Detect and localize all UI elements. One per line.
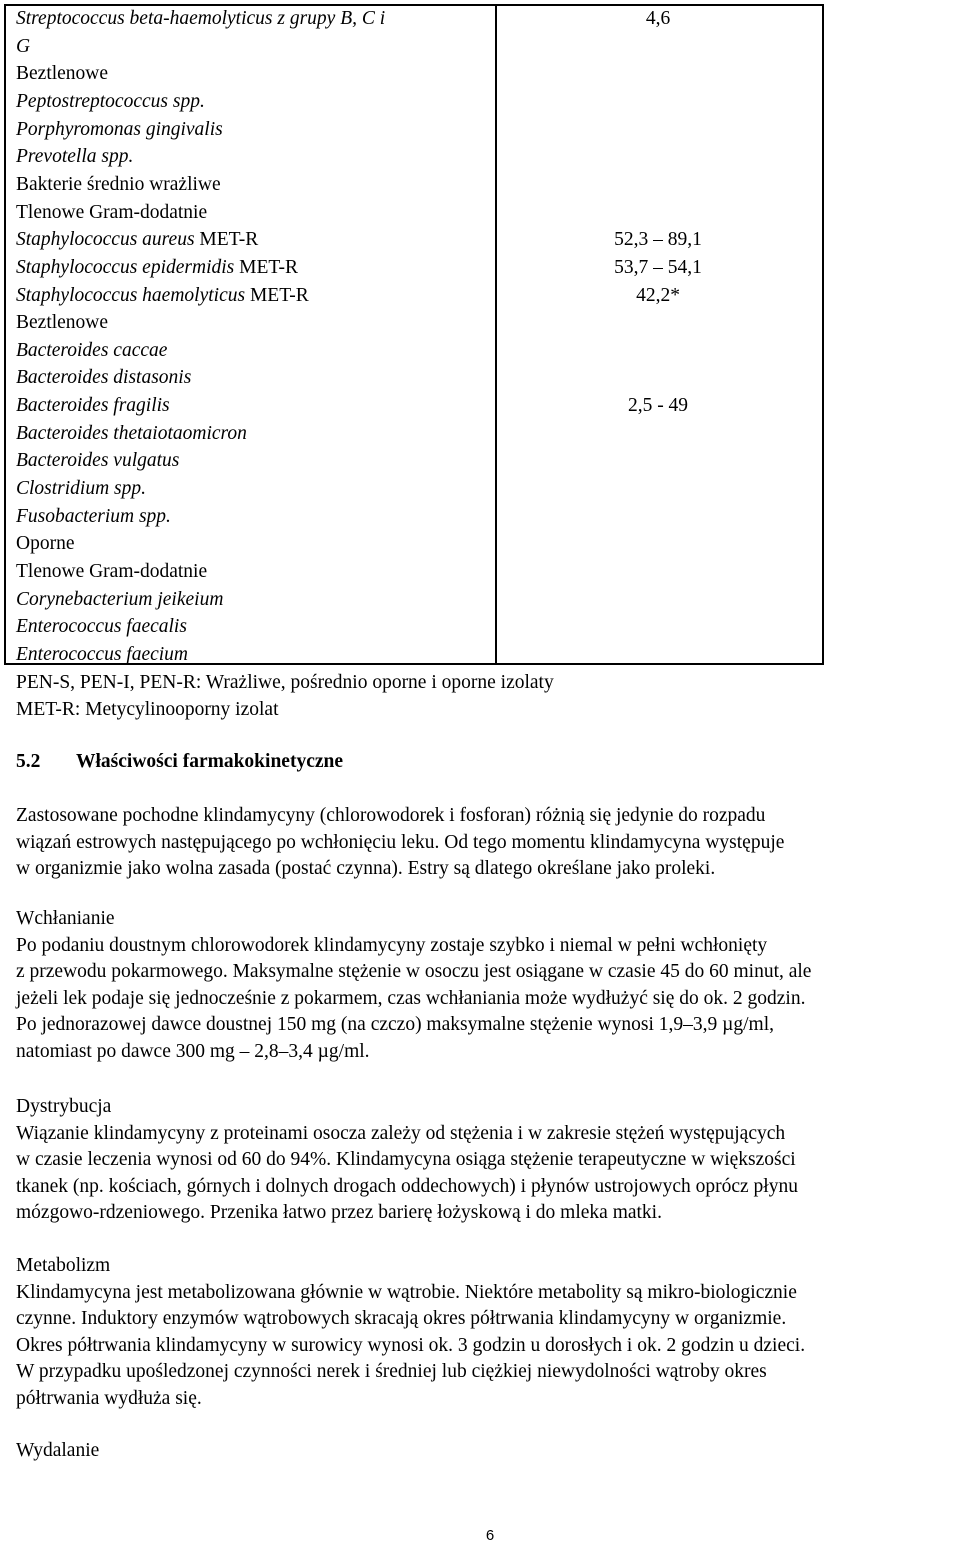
organism-name: Bacteroides vulgatus [16,450,180,471]
organism-qualifier: MET-R [245,285,309,306]
organism-name: Clostridium spp. [16,478,147,499]
organism-name: Staphylococcus aureus [16,229,195,250]
paragraph-line: półtrwania wydłuża się. [16,1388,202,1409]
mic-value: 4,6 [645,8,671,29]
table-row [16,313,108,333]
organism-name: Corynebacterium jeikeium [16,589,224,610]
table-row [16,37,30,57]
paragraph-line: wiązań estrowych następującego po wchłonięciu leku. Od tego momentu klindamycyna występuje [16,832,785,853]
subsection-heading: Wydalanie [16,1440,100,1461]
organism-qualifier: MET-R [234,257,298,278]
table-row [16,203,207,223]
footnote-pen: PEN-S, PEN-I, PEN-R: Wrażliwe, pośrednio oporne i oporne izolaty [16,672,554,693]
organism-name: Bacteroides caccae [16,340,168,361]
mic-value: 2,5 - 49 [627,395,689,416]
section-title: Właściwości farmakokinetyczne [76,751,344,772]
subsection-heading: Metabolizm [16,1255,111,1276]
organism-name: Enterococcus faecalis [16,616,187,637]
subsection-heading: Wchłanianie [16,908,115,929]
organism-qualifier: Bakterie średnio wrażliwe [16,174,221,195]
section-number: 5.2 [16,751,41,772]
table-row [16,120,223,140]
subsection-heading: Dystrybucja [16,1096,112,1117]
organism-name: Enterococcus faecium [16,644,189,665]
mic-value: 52,3 – 89,1 [614,229,702,250]
paragraph-line: jeżeli lek podaje się jednocześnie z pokarmem, czas wchłaniania może wydłużyć się do ok. 2 godzin. [16,988,806,1009]
table-row [16,175,221,195]
organism-name: Staphylococcus haemolyticus [16,285,246,306]
page-number: 6 [485,1527,495,1544]
paragraph-line: czynne. Induktory enzymów wątrobowych skracają okres półtrwania klindamycyny w organizmie. [16,1308,787,1329]
table-row [16,92,205,112]
organism-name: Bacteroides thetaiotaomicron [16,423,247,444]
table-row [16,645,188,665]
table-row [16,590,223,610]
paragraph-line: W przypadku upośledzonej czynności nerek i średniej lub ciężkiej niewydolności wątroby okres [16,1361,767,1382]
table-row [16,617,187,637]
organism-name: Prevotella spp. [16,146,134,167]
organism-qualifier: Beztlenowe [16,63,109,84]
table-row [16,147,133,167]
paragraph-line: tkanek (np. kościach, górnych i dolnych drogach oddechowych) i płynów ustrojowych oprócz płynu [16,1176,798,1197]
table-row [16,479,146,499]
paragraph-line: w czasie leczenia wynosi od 60 do 94%. Klindamycyna osiąga stężenie terapeutyczne w większości [16,1149,796,1170]
organism-qualifier: Tlenowe Gram-dodatnie [16,202,208,223]
paragraph-line: w organizmie jako wolna zasada (postać czynna). Estry są dlatego określane jako proleki. [16,858,716,879]
mic-value: 42,2* [636,285,680,306]
organism-name: G [16,36,31,57]
paragraph-line: Po jednorazowej dawce doustnej 150 mg (na czczo) maksymalne stężenie wynosi 1,9–3,9 µg/ml, [16,1014,774,1035]
paragraph-line: Klindamycyna jest metabolizowana głównie w wątrobie. Niektóre metabolity są mikro-biologicznie [16,1282,797,1303]
organism-name: Bacteroides fragilis [16,395,170,416]
organism-qualifier: Beztlenowe [16,312,109,333]
footnote-met: MET-R: Metycylinooporny izolat [16,699,279,720]
organism-name: Staphylococcus epidermidis [16,257,235,278]
table-row [16,507,171,527]
paragraph-line: Okres półtrwania klindamycyny w surowicy wynosi ok. 3 godzin u dorosłych i ok. 2 godzin u dzieci. [16,1335,806,1356]
table-row [16,368,191,388]
organism-qualifier: Oporne [16,533,75,554]
paragraph-line: Wiązanie klindamycyny z proteinami osocza zależy od stężenia i w zakresie stężeń występujących [16,1123,786,1144]
table-row [16,341,167,361]
paragraph-line: Po podaniu doustnym chlorowodorek klindamycyny zostaje szybko i niemal w pełni wchłonięty [16,935,768,956]
organism-name: Streptococcus beta-haemolyticus z grupy B, C i [16,8,386,29]
organism-name: Fusobacterium spp. [16,506,171,527]
table-row [16,534,74,554]
table-row [16,64,108,84]
table-column-divider [495,6,497,663]
mic-value: 53,7 – 54,1 [614,257,702,278]
table-row [16,562,207,582]
paragraph-line: natomiast po dawce 300 mg – 2,8–3,4 µg/ml. [16,1041,370,1062]
organism-qualifier: Tlenowe Gram-dodatnie [16,561,208,582]
organism-qualifier: MET-R [194,229,259,250]
organism-name: Peptostreptococcus spp. [16,91,205,112]
paragraph-line: Zastosowane pochodne klindamycyny (chlorowodorek i fosforan) różnią się jedynie do rozpadu [16,805,766,826]
table-row [16,424,247,444]
table-row [16,451,179,471]
organism-name: Bacteroides distasonis [16,367,192,388]
organism-name: Porphyromonas gingivalis [16,119,223,140]
paragraph-line: mózgowo-rdzeniowego. Przenika łatwo przez barierę łożyskową i do mleka matki. [16,1202,662,1223]
paragraph-line: z przewodu pokarmowego. Maksymalne stężenie w osoczu jest osiągane w czasie 45 do 60 minut, ale [16,961,812,982]
